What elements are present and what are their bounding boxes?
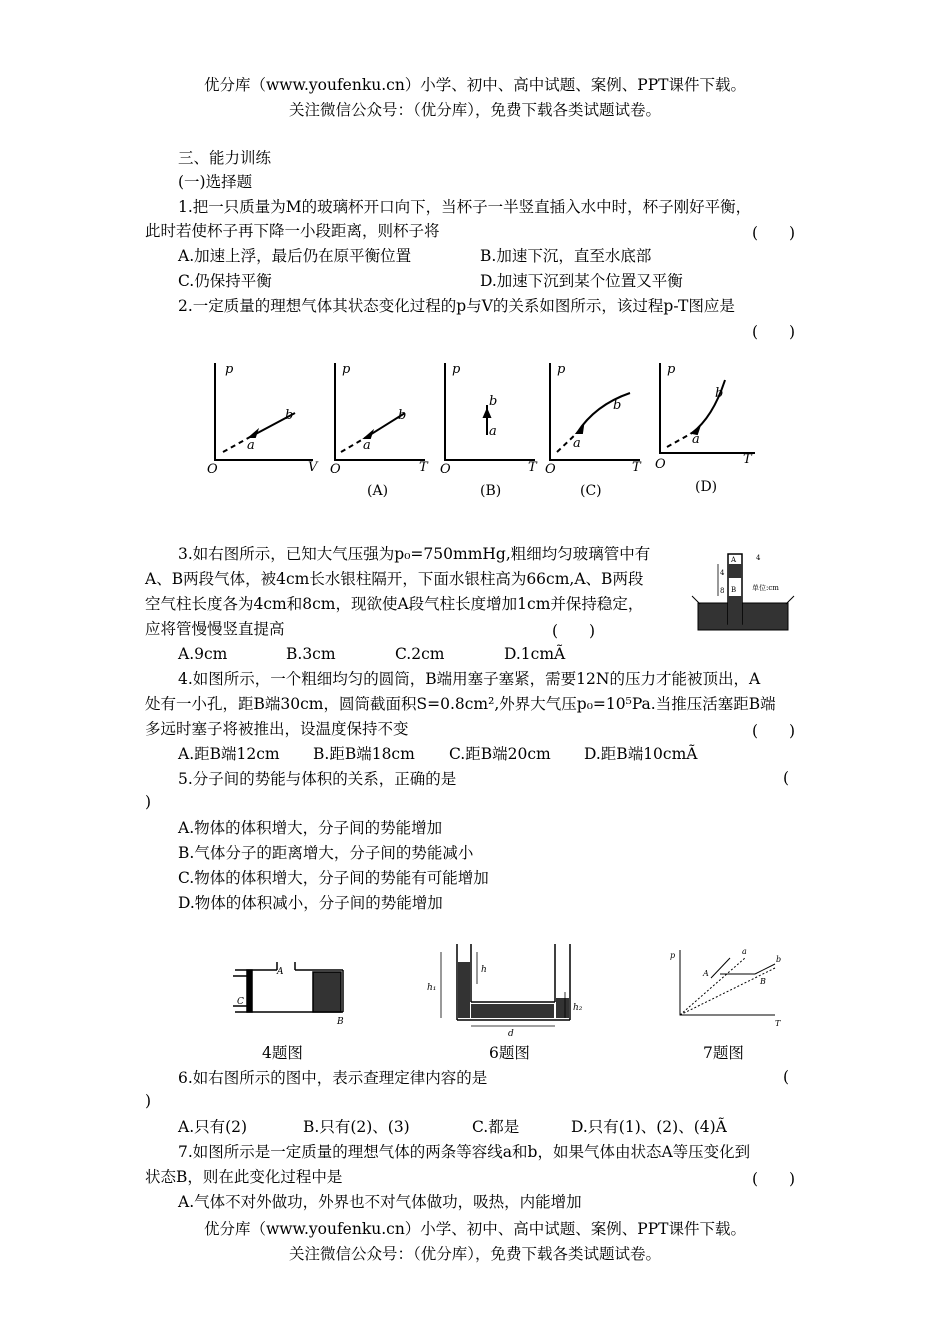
fig6-label-h2: h₂ — [573, 1003, 583, 1013]
q2-g4-o: O — [545, 462, 556, 477]
q3-line-2: A、B两段气体，被4cm长水银柱隔开，下面水银柱高为66cm,A、B两段 — [145, 570, 644, 588]
q3-line-3: 空气柱长度各为4cm和8cm，现欲使A段气柱长度增加1cm并保持稳定， — [145, 595, 644, 613]
q6-paren-open: ( — [783, 1068, 790, 1086]
q7-line-2: 状态B，则在此变化过程中是 — [145, 1168, 343, 1186]
q2-g4-p: p — [557, 362, 566, 377]
q2-graph-figure — [195, 355, 785, 505]
q2-g5-a: a — [692, 432, 700, 447]
fig7-label-t: T — [775, 1019, 781, 1028]
q3-fig-unit: 单位:cm — [752, 584, 779, 592]
q5-paren-open: ( — [783, 769, 790, 787]
fig7-label-b: b — [776, 955, 782, 964]
footer-line-2: 关注微信公众号：（优分库），免费下载各类试题试卷。 — [288, 1245, 661, 1263]
q2-g3-b: b — [489, 394, 498, 409]
fig7-label-big-a: A — [703, 969, 709, 978]
q6-option-c: C.都是 — [472, 1118, 520, 1136]
q3-option-c: C.2cm — [395, 645, 445, 663]
q3-line-4: 应将管慢慢竖直提高 — [145, 620, 285, 638]
figures-row — [225, 940, 825, 1040]
fig4-cylinder — [233, 962, 343, 1012]
q2-g2-o: O — [330, 462, 341, 477]
q7-option-a: A.气体不对外做功，外界也不对气体做功，吸热，内能增加 — [178, 1193, 582, 1211]
fig7-caption: 7题图 — [703, 1044, 744, 1062]
q6-option-d: D.只有(1)、(2)、(4)Ã — [571, 1118, 727, 1136]
q2-caption-c: (C) — [580, 483, 602, 499]
q2-g1-a: a — [247, 438, 255, 453]
q2-g3-a: a — [489, 424, 497, 439]
q3-fig-a: A — [731, 556, 737, 564]
q7-line-1: 7.如图所示是一定质量的理想气体的两条等容线a和b，如果气体由状态A等压变化到 — [178, 1143, 751, 1161]
q7-answer-paren: ( ) — [752, 1170, 796, 1188]
fig6-label-h1: h₁ — [427, 983, 437, 993]
fig4-label-c: C — [237, 997, 244, 1007]
q5-option-a: A.物体的体积增大，分子间的势能增加 — [178, 819, 443, 837]
footer-line-1: 优分库（www.youfenku.cn）小学、初中、高中试题、案例、PPT课件下载。 — [203, 1220, 747, 1238]
q4-line-3: 多远时塞子将被推出，设温度保持不变 — [145, 720, 409, 738]
q4-option-c: C.距B端20cm — [449, 745, 551, 763]
fig4-label-a: A — [277, 967, 284, 977]
fig7-label-big-b: B — [760, 977, 766, 986]
q2-g5-p: p — [667, 362, 676, 377]
q2-graph-3 — [445, 363, 535, 460]
q3-fig-4a: 4 — [720, 569, 725, 577]
q6-line-1: 6.如右图所示的图中，表示查理定律内容的是 — [178, 1069, 488, 1087]
section-title: 三、能力训练 — [178, 149, 272, 167]
q2-g4-b: b — [613, 398, 622, 413]
q3-fig-4b: 4 — [756, 554, 761, 562]
q2-g5-o: O — [655, 457, 666, 472]
q3-option-b: B.3cm — [286, 645, 336, 663]
q1-option-b: B.加速下沉，直至水底部 — [480, 247, 652, 265]
q5-line-1: 5.分子间的势能与体积的关系，正确的是 — [178, 770, 457, 788]
q4-option-a: A.距B端12cm — [178, 745, 280, 763]
q3-fig-8: 8 — [720, 587, 725, 595]
q2-g1-x: V — [308, 460, 318, 475]
fig4-caption: 4题图 — [262, 1044, 303, 1062]
q4-line-1: 4.如图所示，一个粗细均匀的圆筒，B端用塞子塞紧，需要12N的压力才能被顶出，A — [178, 670, 761, 688]
q1-option-c: C.仍保持平衡 — [178, 272, 272, 290]
q5-option-c: C.物体的体积增大，分子间的势能有可能增加 — [178, 869, 489, 887]
q2-g2-x: T — [419, 460, 428, 475]
fig6-u-tube — [441, 944, 570, 1026]
q2-g1-b: b — [285, 408, 294, 423]
q2-g1-o: O — [207, 462, 218, 477]
q2-answer-paren: ( ) — [752, 323, 796, 341]
q2-g5-x: T — [743, 452, 752, 467]
q1-option-d: D.加速下沉到某个位置又平衡 — [480, 272, 683, 290]
q5-paren-close: ) — [145, 793, 152, 811]
q2-g3-x: T — [528, 460, 537, 475]
q4-option-b: B.距B端18cm — [313, 745, 415, 763]
q4-line-2: 处有一小孔，距B端30cm，圆筒截面积S=0.8cm²,外界大气压p₀=10⁵Pa.当推压活塞距B端 — [145, 695, 776, 713]
q3-tube-figure — [690, 548, 800, 638]
q2-g2-b: b — [398, 408, 407, 423]
q2-g5-b: b — [715, 386, 724, 401]
q2-line-1: 2.一定质量的理想气体其状态变化过程的p与V的关系如图所示，该过程p-T图应是 — [178, 297, 735, 315]
q5-option-d: D.物体的体积减小，分子间的势能增加 — [178, 894, 443, 912]
q2-caption-b: (B) — [480, 483, 502, 499]
q1-answer-paren: ( ) — [752, 224, 796, 242]
q2-g3-p: p — [452, 362, 461, 377]
fig6-label-d: d — [508, 1029, 514, 1039]
q2-caption-d: (D) — [695, 479, 718, 495]
fig6-label-h: h — [481, 965, 487, 975]
q2-g2-p: p — [342, 362, 351, 377]
q2-g2-a: a — [363, 438, 371, 453]
q1-line-2: 此时若使杯子再下降一小段距离，则杯子将 — [145, 222, 440, 240]
fig7-label-a: a — [742, 947, 747, 956]
q2-graph-2 — [335, 363, 425, 460]
q6-option-a: A.只有(2) — [178, 1118, 248, 1136]
header-line-1: 优分库（www.youfenku.cn）小学、初中、高中试题、案例、PPT课件下载。 — [203, 76, 747, 94]
q2-graph-4 — [550, 363, 640, 460]
q2-g3-o: O — [440, 462, 451, 477]
q2-g1-p: p — [225, 362, 234, 377]
q4-option-d: D.距B端10cmÃ — [584, 745, 698, 763]
q6-paren-close: ) — [145, 1092, 152, 1110]
q2-g4-x: T — [632, 460, 641, 475]
fig6-caption: 6题图 — [489, 1044, 530, 1062]
q1-option-a: A.加速上浮，最后仍在原平衡位置 — [178, 247, 412, 265]
subsection-title: (一)选择题 — [178, 173, 253, 191]
q1-line-1: 1.把一只质量为M的玻璃杯开口向下，当杯子一半竖直插入水中时，杯子刚好平衡， — [178, 198, 752, 216]
q5-option-b: B.气体分子的距离增大，分子间的势能减小 — [178, 844, 474, 862]
fig4-label-b: B — [337, 1017, 344, 1027]
q3-option-a: A.9cm — [178, 645, 228, 663]
q6-option-b: B.只有(2)、(3) — [303, 1118, 410, 1136]
q2-caption-a: (A) — [367, 483, 389, 499]
q3-fig-b: B — [731, 586, 737, 594]
q2-g4-a: a — [573, 436, 581, 451]
q3-line-1: 3.如右图所示，已知大气压强为p₀=750mmHg,粗细均匀玻璃管中有 — [178, 545, 651, 563]
q4-answer-paren: ( ) — [752, 722, 796, 740]
header-line-2: 关注微信公众号：（优分库），免费下载各类试题试卷。 — [288, 101, 661, 119]
q3-answer-paren: ( ) — [552, 622, 596, 640]
q2-graph-1 — [215, 363, 313, 460]
fig7-label-p: p — [670, 951, 676, 960]
q3-option-d: D.1cmÃ — [504, 645, 566, 663]
